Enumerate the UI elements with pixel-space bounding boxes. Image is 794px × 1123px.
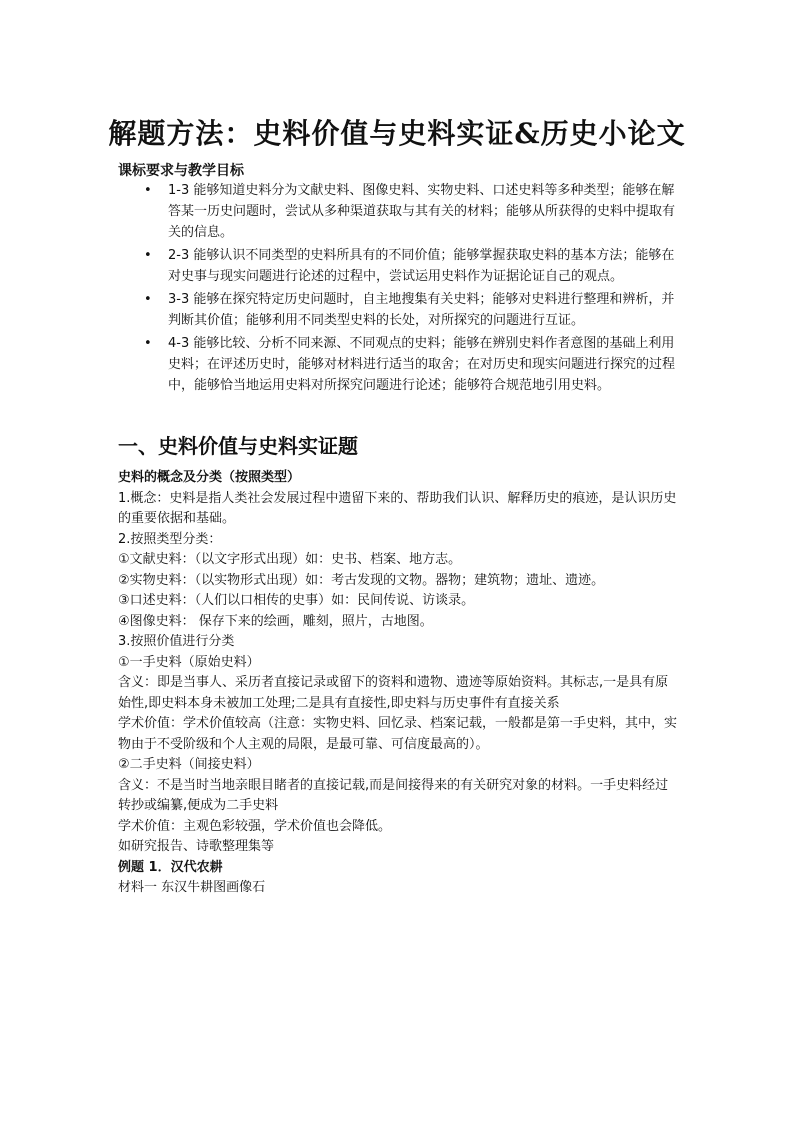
example-heading: 例题 1．汉代农耕 <box>118 859 223 875</box>
document-title: 解题方法：史料价值与史料实证&历史小论文 <box>108 117 686 150</box>
goal-item <box>118 245 678 287</box>
material-caption: 材料一 东汉牛耕图画像石 <box>118 880 266 895</box>
goal-text: 2-3 能够认识不同类型的史料所具有的不同价值；能够掌握获取史料的基本方法；能够在对史事与现实问题进行论述的过程中，尝试运用史料作为证据论证自己的观点。 <box>168 248 675 284</box>
paragraph-secondary-meaning: 含义：不是当时当地亲眼目睹者的直接记载,而是间接得来的有关研究对象的材料。一手史料经过转抄或编纂,便成为二手史料 <box>118 777 669 813</box>
paragraph-secondary-examples: 如研究报告、诗歌整理集等 <box>118 839 275 854</box>
paragraph-primary-meaning: 含义：即是当事人、采历者直接记录或留下的资料和遗物、遗迹等原始资料。其标志,一是具有原始性,即史料本身未被加工处理;二是具有直接性,即史料与历史事件有直接关系 <box>118 675 669 711</box>
paragraph-physical-sources: ②实物史料：（以实物形式出现）如：考古发现的文物。器物；建筑物；遗址、遗迹。 <box>118 572 605 588</box>
goals-heading: 课标要求与教学目标 <box>118 163 244 179</box>
bullet-icon: • <box>144 336 152 351</box>
section-body <box>118 468 678 899</box>
goal-item <box>118 180 678 243</box>
goal-text: 4-3 能够比较、分析不同来源、不同观点的史料；能够在辨别史料作者意图的基础上利用史料；在评述历史时，能够对材料进行适当的取舍；在对历史和现实问题进行探究的过程中，能够恰当地运用史料对所探究问题进行论述；能够符合规范地引用史料。 <box>168 336 676 393</box>
bullet-icon: • <box>144 183 152 198</box>
paragraph-document-sources: ①文献史料：（以文字形式出现）如：史书、档案、地方志。 <box>118 552 462 567</box>
goal-text: 3-3 能够在探究特定历史问题时，自主地搜集有关史料；能够对史料进行整理和辨析，并判断其价值；能够利用不同类型史料的长处，对所探究的问题进行互证。 <box>168 292 675 328</box>
goal-item <box>118 333 678 396</box>
goal-item <box>118 289 678 331</box>
paragraph-type-classification: 2.按照类型分类： <box>118 531 222 547</box>
paragraph-secondary-sources: ②二手史料（间接史料） <box>118 757 260 772</box>
paragraph-primary-value: 学术价值：学术价值较高（注意：实物史料、回忆录、档案记载，一般都是第一手史料，其中，实物由于不受阶级和个人主观的局限，是最可靠、可信度最高的）。 <box>118 716 678 752</box>
paragraph-oral-sources: ③口述史料：（人们以口相传的史事）如：民间传说、访谈录。 <box>118 593 475 608</box>
bullet-icon: • <box>144 292 152 307</box>
paragraph-secondary-value: 学术价值：主观色彩较强，学术价值也会降低。 <box>118 818 392 834</box>
paragraph-concept: 1.概念：史料是指人类社会发展过程中遗留下来的、帮助我们认识、解释历史的痕迹，是认识历史的重要依据和基础。 <box>118 490 677 526</box>
subheading-classification: 史料的概念及分类（按照类型） <box>118 470 301 485</box>
bullet-icon: • <box>144 248 152 263</box>
paragraph-primary-sources: ①一手史料（原始史料） <box>118 654 260 670</box>
paragraph-value-classification: 3.按照价值进行分类 <box>118 634 235 649</box>
paragraph-image-sources: ④图像史料： 保存下来的绘画，雕刻，照片，古地图。 <box>118 613 433 629</box>
section-heading: 一、史料价值与史料实证题 <box>118 434 358 458</box>
goal-text: 1-3 能够知道史料分为文献史料、图像史料、实物史料、口述史料等多种类型；能够在解答某一历史问题时，尝试从多种渠道获取与其有关的材料；能够从所获得的史料中提取有关的信息。 <box>168 183 676 240</box>
goals-list <box>118 180 678 398</box>
